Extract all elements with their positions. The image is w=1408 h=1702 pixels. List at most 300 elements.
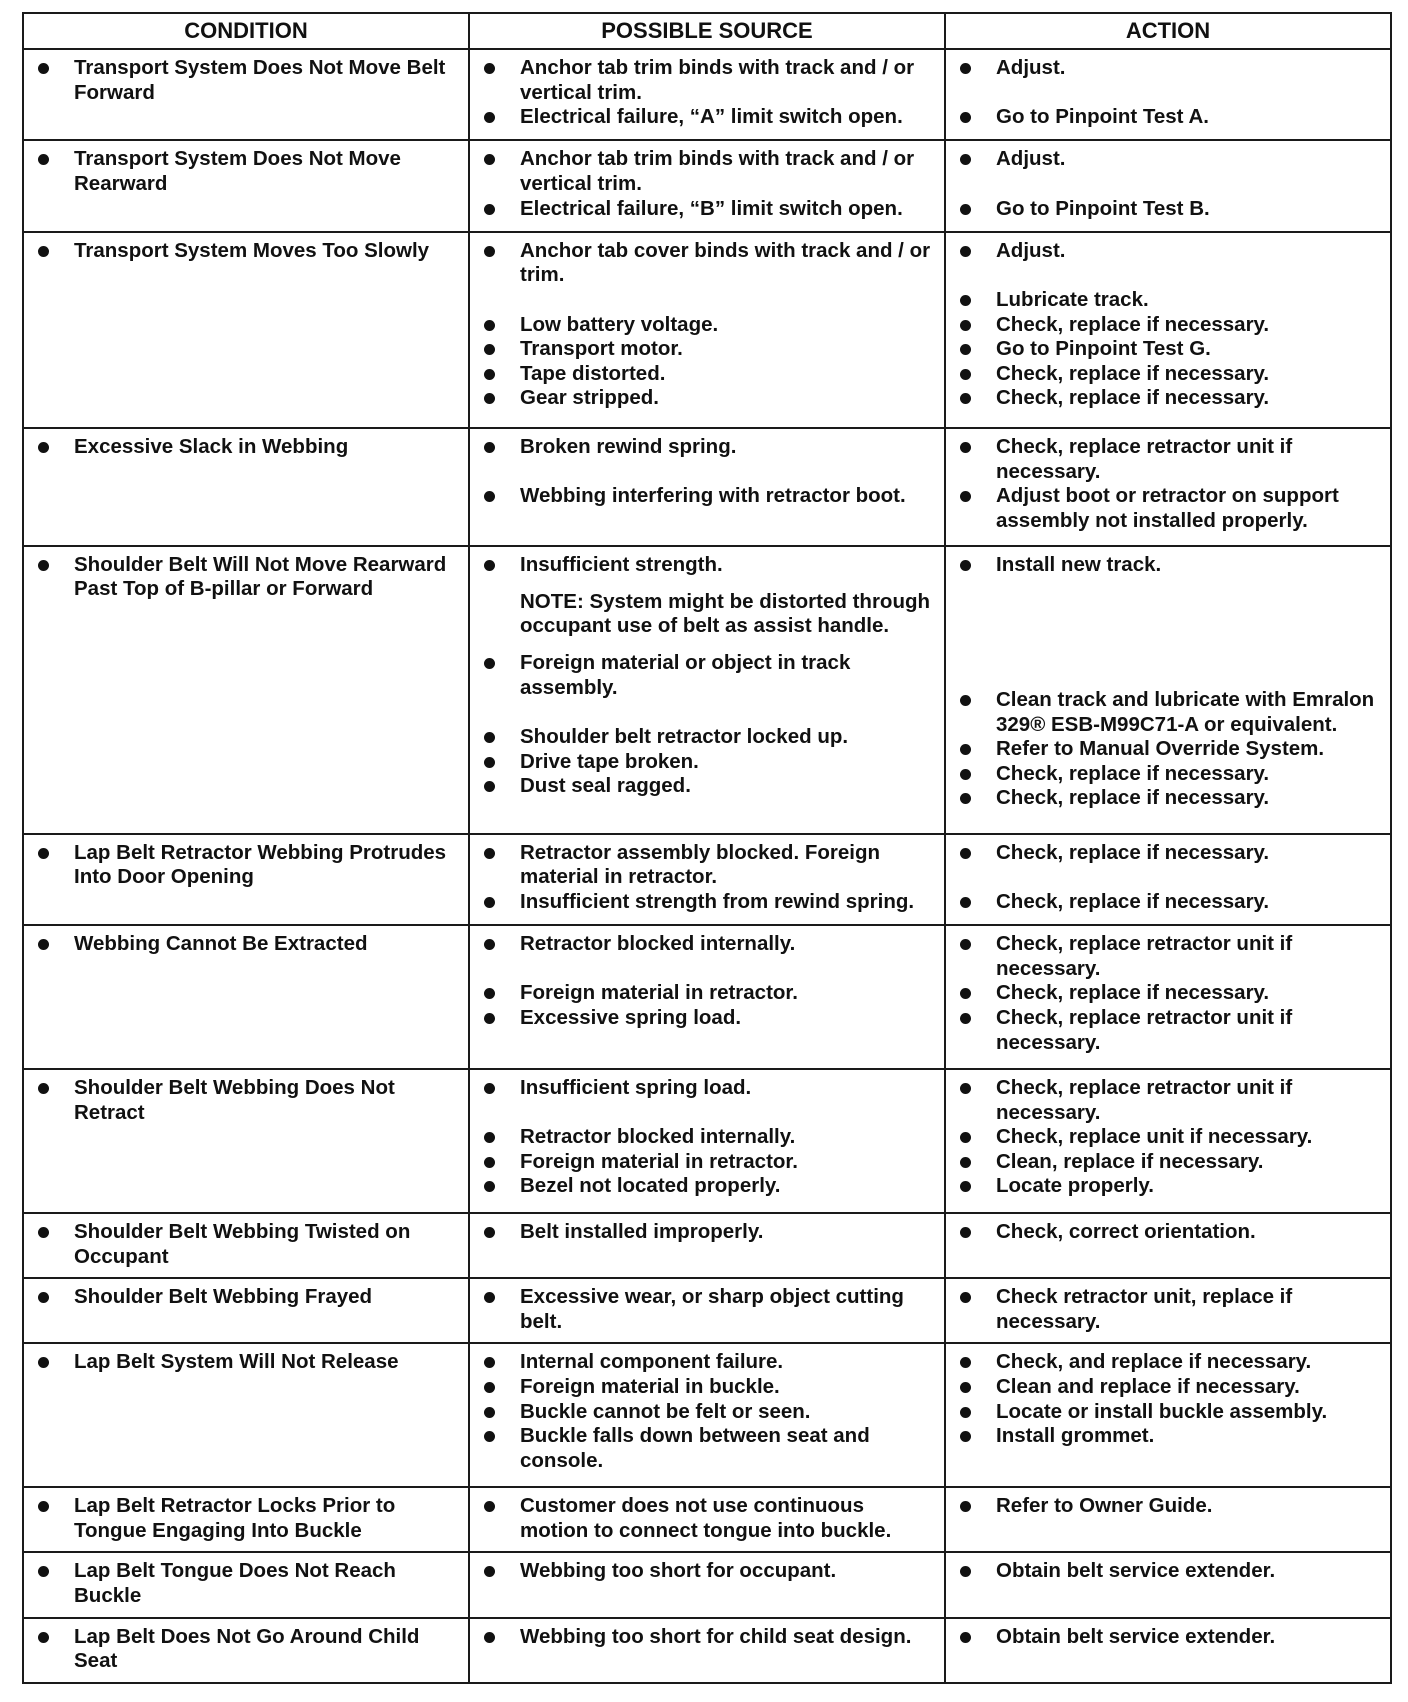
source-item	[480, 435, 936, 460]
condition-text: Excessive Slack in Webbing	[74, 435, 349, 459]
action-cell	[945, 925, 1391, 1069]
condition-text: Lap Belt Tongue Does Not Reach Buckle	[74, 1559, 396, 1608]
action-cell	[945, 232, 1391, 428]
condition-text: Lap Belt System Will Not Release	[74, 1350, 399, 1374]
condition-item	[34, 1220, 460, 1269]
bullet-icon	[960, 560, 971, 571]
bullet-icon	[960, 1013, 971, 1024]
condition-text: Transport System Does Not Move Belt Forward	[74, 56, 446, 104]
action-cell	[945, 1618, 1391, 1683]
action-item	[956, 1220, 1382, 1245]
source-text: Tape distorted.	[520, 361, 666, 385]
condition-text: Shoulder Belt Webbing Does Not Retract	[74, 1076, 395, 1124]
action-item	[956, 688, 1382, 737]
bullet-icon	[960, 1407, 971, 1418]
bullet-icon	[38, 246, 49, 257]
condition-cell	[23, 1278, 469, 1343]
bullet-icon	[960, 939, 971, 950]
action-cell	[945, 1343, 1391, 1487]
header-action: ACTION	[945, 13, 1391, 49]
source-text: Foreign material or object in track assembly.	[520, 651, 851, 699]
action-text: Adjust.	[996, 147, 1066, 171]
source-text: Anchor tab trim binds with track and / or vertical trim.	[520, 56, 915, 104]
condition-cell	[23, 49, 469, 140]
condition-item	[34, 1076, 460, 1125]
source-cell	[469, 1487, 945, 1552]
action-text: Adjust.	[996, 56, 1066, 79]
source-cell	[469, 140, 945, 231]
source-text: Anchor tab cover binds with track and / or trim.	[520, 238, 931, 287]
bullet-icon	[484, 988, 495, 999]
source-item	[480, 1625, 936, 1650]
bullet-icon	[960, 1083, 971, 1094]
table-row	[23, 49, 1391, 140]
source-item	[480, 1285, 936, 1334]
bullet-icon	[38, 848, 49, 859]
bullet-icon	[484, 320, 495, 331]
source-text: Electrical failure, “A” limit switch open.	[520, 105, 903, 129]
action-item	[956, 147, 1382, 172]
action-item	[956, 1559, 1382, 1584]
action-cell	[945, 834, 1391, 925]
action-item	[956, 362, 1382, 387]
source-item	[480, 1350, 936, 1375]
action-cell	[945, 1552, 1391, 1617]
action-cell	[945, 49, 1391, 140]
bullet-icon	[484, 1632, 495, 1643]
action-cell	[945, 1069, 1391, 1213]
diagnosis-table	[22, 12, 1392, 1684]
condition-text: Shoulder Belt Webbing Frayed	[74, 1285, 373, 1309]
action-item	[956, 1494, 1382, 1519]
action-item	[956, 786, 1382, 811]
bullet-icon	[484, 393, 495, 404]
action-item	[956, 1174, 1382, 1199]
bullet-icon	[484, 781, 495, 792]
bullet-icon	[484, 154, 495, 165]
action-item	[956, 890, 1382, 915]
bullet-icon	[484, 939, 495, 950]
source-item	[480, 1559, 936, 1584]
bullet-icon	[484, 1157, 495, 1168]
source-text: Webbing interfering with retractor boot.	[520, 484, 906, 508]
source-text: Customer does not use continuous motion to connect tongue into buckle.	[520, 1494, 892, 1542]
source-item	[480, 362, 936, 387]
action-item	[956, 841, 1382, 866]
action-cell	[945, 1213, 1391, 1278]
bullet-icon	[484, 442, 495, 453]
source-text: Foreign material in buckle.	[520, 1374, 780, 1398]
header-row	[23, 13, 1391, 49]
condition-item	[34, 147, 460, 196]
action-text: Refer to Manual Override System.	[996, 737, 1325, 761]
bullet-icon	[960, 1431, 971, 1442]
bullet-icon	[38, 63, 49, 74]
table-row	[23, 140, 1391, 231]
bullet-icon	[960, 295, 971, 306]
bullet-icon	[38, 1292, 49, 1303]
bullet-icon	[960, 1132, 971, 1143]
action-item	[956, 56, 1382, 81]
source-text: Webbing too short for child seat design.	[520, 1624, 912, 1648]
bullet-icon	[960, 442, 971, 453]
bullet-icon	[484, 344, 495, 355]
condition-item	[34, 56, 460, 105]
action-text: Go to Pinpoint Test B.	[996, 196, 1210, 220]
action-item	[956, 105, 1382, 130]
action-text: Obtain belt service extender.	[996, 1559, 1276, 1583]
troubleshooting-sheet	[22, 12, 1390, 1684]
source-text: Internal component failure.	[520, 1350, 784, 1374]
bullet-icon	[484, 369, 495, 380]
action-item	[956, 313, 1382, 338]
action-item	[956, 932, 1382, 981]
source-text: Buckle falls down between seat and console.	[520, 1424, 870, 1472]
table-row	[23, 834, 1391, 925]
condition-cell	[23, 1487, 469, 1552]
table-row	[23, 428, 1391, 546]
source-text: Foreign material in retractor.	[520, 981, 798, 1005]
table-row	[23, 546, 1391, 834]
condition-cell	[23, 428, 469, 546]
bullet-icon	[484, 1566, 495, 1577]
action-item	[956, 1625, 1382, 1650]
bullet-icon	[38, 1083, 49, 1094]
bullet-icon	[484, 1501, 495, 1512]
source-item	[480, 651, 936, 700]
source-item	[480, 1150, 936, 1175]
action-text: Check, replace if necessary.	[996, 312, 1270, 336]
action-text: Locate or install buckle assembly.	[996, 1399, 1328, 1423]
bullet-icon	[484, 491, 495, 502]
action-text: Adjust boot or retractor on support assembly not installed properly.	[996, 484, 1339, 532]
source-item	[480, 981, 936, 1006]
condition-item	[34, 932, 460, 957]
action-text: Refer to Owner Guide.	[996, 1494, 1213, 1518]
bullet-icon	[38, 1566, 49, 1577]
bullet-icon	[484, 1357, 495, 1368]
source-item	[480, 1375, 936, 1400]
bullet-icon	[484, 1132, 495, 1143]
action-text: Clean and replace if necessary.	[996, 1374, 1300, 1398]
source-item	[480, 1076, 936, 1101]
source-item	[480, 1174, 936, 1199]
action-item	[956, 337, 1382, 362]
bullet-icon	[484, 757, 495, 768]
action-cell	[945, 140, 1391, 231]
bullet-icon	[484, 560, 495, 571]
bullet-icon	[484, 63, 495, 74]
bullet-icon	[960, 1382, 971, 1393]
source-cell	[469, 49, 945, 140]
action-text: Check, replace if necessary.	[996, 761, 1270, 785]
condition-text: Lap Belt Retractor Locks Prior to Tongue Engaging Into Buckle	[74, 1494, 396, 1542]
bullet-icon	[960, 204, 971, 215]
bullet-icon	[484, 658, 495, 669]
action-text: Clean track and lubricate with Emralon 329® ESB-M99C71-A or equivalent.	[996, 688, 1375, 736]
bullet-icon	[960, 848, 971, 859]
action-cell	[945, 428, 1391, 546]
bullet-icon	[960, 1357, 971, 1368]
source-note: NOTE: System might be distorted through occupant use of belt as assist handle.	[520, 589, 931, 638]
table-body	[23, 49, 1391, 1683]
condition-text: Lap Belt Does Not Go Around Child Seat	[74, 1624, 420, 1673]
action-cell	[945, 1278, 1391, 1343]
condition-item	[34, 435, 460, 460]
source-item	[480, 197, 936, 222]
table-row	[23, 1278, 1391, 1343]
action-item	[956, 1424, 1382, 1449]
bullet-icon	[960, 1632, 971, 1643]
bullet-icon	[484, 1431, 495, 1442]
action-text: Lubricate track.	[996, 288, 1149, 312]
source-cell	[469, 1069, 945, 1213]
source-text: Excessive spring load.	[520, 1006, 742, 1030]
source-item	[480, 1006, 936, 1031]
bullet-icon	[960, 369, 971, 380]
source-text: Dust seal ragged.	[520, 774, 691, 798]
action-item	[956, 386, 1382, 411]
condition-cell	[23, 834, 469, 925]
action-item	[956, 197, 1382, 222]
bullet-icon	[484, 1227, 495, 1238]
source-item	[480, 147, 936, 196]
source-text: Retractor blocked internally.	[520, 1125, 796, 1149]
source-item	[480, 484, 936, 509]
action-text: Install new track.	[996, 552, 1162, 576]
condition-text: Shoulder Belt Webbing Twisted on Occupant	[74, 1219, 411, 1268]
action-text: Install grommet.	[996, 1424, 1155, 1448]
source-item	[480, 337, 936, 362]
table-row	[23, 1343, 1391, 1487]
source-cell	[469, 546, 945, 834]
bullet-icon	[38, 154, 49, 165]
source-item	[480, 239, 936, 288]
header-possible-source: POSSIBLE SOURCE	[469, 13, 945, 49]
source-cell	[469, 232, 945, 428]
bullet-icon	[38, 560, 49, 571]
action-text: Check, replace if necessary.	[996, 361, 1270, 385]
source-item	[480, 1400, 936, 1425]
condition-item	[34, 1625, 460, 1674]
bullet-icon	[960, 769, 971, 780]
bullet-icon	[960, 112, 971, 123]
action-text: Check, correct orientation.	[996, 1219, 1256, 1243]
bullet-icon	[960, 744, 971, 755]
bullet-icon	[960, 793, 971, 804]
bullet-icon	[960, 1157, 971, 1168]
condition-text: Transport System Does Not Move Rearward	[74, 147, 401, 196]
table-row	[23, 232, 1391, 428]
condition-cell	[23, 1618, 469, 1683]
source-cell	[469, 1343, 945, 1487]
source-cell	[469, 428, 945, 546]
condition-item	[34, 553, 460, 602]
bullet-icon	[38, 1501, 49, 1512]
bullet-icon	[484, 848, 495, 859]
action-text: Check, replace if necessary.	[996, 890, 1270, 913]
action-text: Check, and replace if necessary.	[996, 1350, 1312, 1374]
source-text: Shoulder belt retractor locked up.	[520, 724, 849, 748]
source-text: Retractor assembly blocked. Foreign material in retractor.	[520, 840, 881, 889]
action-item	[956, 1150, 1382, 1175]
source-item	[480, 56, 936, 105]
source-item	[480, 1494, 936, 1543]
table-row	[23, 1069, 1391, 1213]
condition-cell	[23, 546, 469, 834]
bullet-icon	[960, 344, 971, 355]
bullet-icon	[960, 1292, 971, 1303]
condition-cell	[23, 1213, 469, 1278]
condition-text: Lap Belt Retractor Webbing Protrudes Into Door Opening	[74, 840, 447, 889]
source-text: Transport motor.	[520, 337, 683, 361]
bullet-icon	[960, 988, 971, 999]
source-cell	[469, 1278, 945, 1343]
action-item	[956, 1006, 1382, 1055]
source-text: Broken rewind spring.	[520, 435, 737, 459]
action-text: Check, replace retractor unit if necessary.	[996, 435, 1293, 483]
action-item	[956, 1076, 1382, 1125]
source-text: Retractor blocked internally.	[520, 932, 796, 956]
source-item	[480, 105, 936, 130]
condition-item	[34, 1559, 460, 1608]
action-text: Go to Pinpoint Test G.	[996, 337, 1211, 361]
source-item	[480, 553, 936, 578]
action-item	[956, 1350, 1382, 1375]
action-item	[956, 435, 1382, 484]
table-row	[23, 1213, 1391, 1278]
bullet-icon	[484, 897, 495, 908]
bullet-icon	[960, 897, 971, 908]
bullet-icon	[484, 1382, 495, 1393]
condition-item	[34, 1350, 460, 1375]
action-text: Check, replace unit if necessary.	[996, 1125, 1313, 1149]
action-item	[956, 1285, 1382, 1334]
source-cell	[469, 925, 945, 1069]
bullet-icon	[960, 491, 971, 502]
source-item	[480, 841, 936, 890]
bullet-icon	[38, 1227, 49, 1238]
bullet-icon	[960, 393, 971, 404]
source-text: Drive tape broken.	[520, 749, 699, 773]
action-item	[956, 1125, 1382, 1150]
source-text: Insufficient strength from rewind spring.	[520, 890, 915, 913]
action-item	[956, 762, 1382, 787]
action-text: Clean, replace if necessary.	[996, 1149, 1264, 1173]
source-text: Electrical failure, “B” limit switch open.	[520, 196, 903, 220]
bullet-icon	[484, 732, 495, 743]
bullet-icon	[484, 1083, 495, 1094]
action-item	[956, 981, 1382, 1006]
bullet-icon	[484, 1181, 495, 1192]
condition-item	[34, 1285, 460, 1310]
action-item	[956, 1375, 1382, 1400]
source-item	[480, 386, 936, 411]
action-text: Check, replace if necessary.	[996, 786, 1270, 810]
bullet-icon	[484, 246, 495, 257]
bullet-icon	[960, 63, 971, 74]
bullet-icon	[960, 695, 971, 706]
condition-cell	[23, 232, 469, 428]
action-item	[956, 1400, 1382, 1425]
source-cell	[469, 834, 945, 925]
source-cell	[469, 1213, 945, 1278]
bullet-icon	[484, 1292, 495, 1303]
source-item	[480, 750, 936, 775]
source-item	[480, 932, 936, 957]
bullet-icon	[484, 204, 495, 215]
source-text: Foreign material in retractor.	[520, 1149, 798, 1173]
source-text: Anchor tab trim binds with track and / or vertical trim.	[520, 147, 915, 196]
bullet-icon	[484, 112, 495, 123]
action-text: Go to Pinpoint Test A.	[996, 105, 1209, 129]
bullet-icon	[960, 1566, 971, 1577]
bullet-icon	[38, 442, 49, 453]
bullet-icon	[960, 1227, 971, 1238]
condition-item	[34, 239, 460, 264]
action-item	[956, 553, 1382, 578]
bullet-icon	[960, 1181, 971, 1192]
condition-item	[34, 1494, 460, 1543]
action-item	[956, 239, 1382, 264]
action-cell	[945, 1487, 1391, 1552]
bullet-icon	[960, 246, 971, 257]
action-text: Adjust.	[996, 238, 1066, 262]
source-item	[480, 725, 936, 750]
bullet-icon	[960, 1501, 971, 1512]
source-item	[480, 1424, 936, 1473]
table-header	[23, 13, 1391, 49]
table-row	[23, 1487, 1391, 1552]
action-text: Check, replace retractor unit if necessary.	[996, 1076, 1293, 1124]
bullet-icon	[960, 320, 971, 331]
bullet-icon	[38, 1357, 49, 1368]
condition-cell	[23, 1069, 469, 1213]
action-text: Check, replace retractor unit if necessary.	[996, 1006, 1293, 1054]
action-text: Obtain belt service extender.	[996, 1624, 1276, 1648]
condition-cell	[23, 1552, 469, 1617]
action-item	[956, 737, 1382, 762]
action-text: Check, replace if necessary.	[996, 386, 1270, 410]
source-text: Insufficient spring load.	[520, 1076, 752, 1100]
source-item	[480, 774, 936, 799]
source-cell	[469, 1618, 945, 1683]
condition-text: Transport System Moves Too Slowly	[74, 238, 430, 262]
condition-text: Webbing Cannot Be Extracted	[74, 932, 368, 956]
action-item	[956, 484, 1382, 533]
bullet-icon	[960, 154, 971, 165]
source-cell	[469, 1552, 945, 1617]
source-item	[480, 313, 936, 338]
condition-cell	[23, 1343, 469, 1487]
source-text: Bezel not located properly.	[520, 1174, 781, 1198]
table-row	[23, 925, 1391, 1069]
condition-cell	[23, 925, 469, 1069]
source-text: Insufficient strength.	[520, 552, 723, 576]
bullet-icon	[38, 1632, 49, 1643]
action-item	[956, 288, 1382, 313]
action-text: Check, replace if necessary.	[996, 981, 1270, 1005]
source-text: Gear stripped.	[520, 386, 659, 410]
action-text: Check, replace if necessary.	[996, 840, 1270, 864]
bullet-icon	[484, 1013, 495, 1024]
source-text: Webbing too short for occupant.	[520, 1559, 837, 1583]
bullet-icon	[38, 939, 49, 950]
condition-cell	[23, 140, 469, 231]
condition-text: Shoulder Belt Will Not Move Rearward Past Top of B-pillar or Forward	[74, 552, 447, 601]
header-condition: CONDITION	[23, 13, 469, 49]
source-text: Low battery voltage.	[520, 312, 719, 336]
